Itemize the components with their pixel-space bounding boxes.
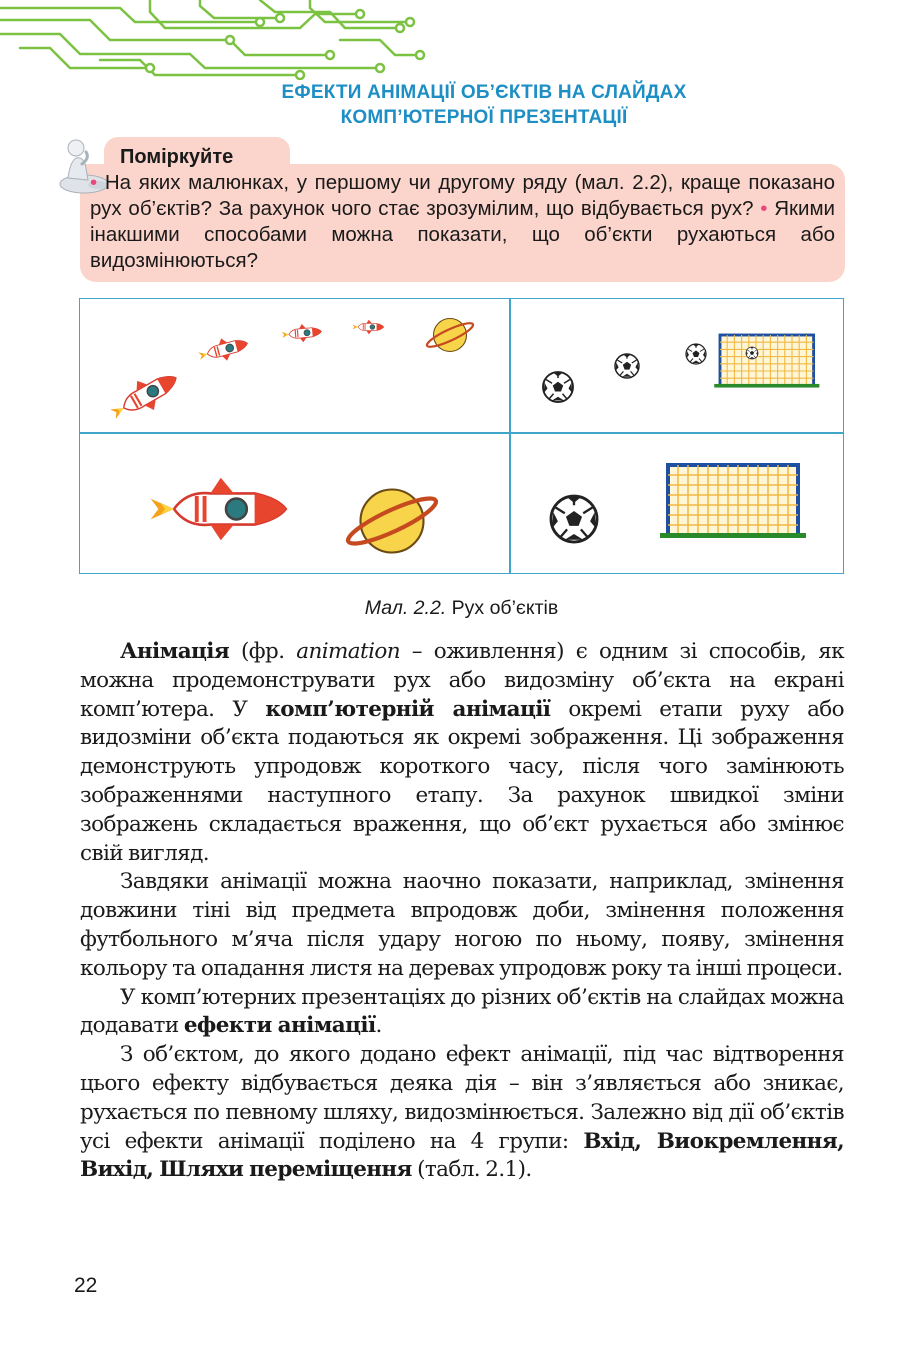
think-label: Поміркуйте — [120, 146, 234, 168]
rocket-icon — [151, 478, 286, 540]
bullet-dot: • — [760, 197, 768, 220]
paragraph-text: З об’єктом, до якого додано ефект анімації, під час відтворення цього ефекту відбувається деяка дія – він з’являється або зникає, рухається по певному шляху, видозмінюється. Залежно від дії об’єктів усі ефекти анімації поділено на 4 групи: — [80, 1042, 844, 1154]
paragraph-3 — [80, 984, 844, 1042]
think-question-2: Якими інакшими способами можна показати, що об’єкти рухаються або видозмінюються? — [90, 197, 835, 272]
caption-label: Мал. 2.2. — [364, 597, 447, 619]
paragraph-text: . — [375, 1013, 382, 1039]
rocket-icon — [353, 320, 384, 334]
caption-text: Рух об’єктів — [451, 597, 559, 619]
paragraph-2: Завдяки анімації можна наочно показати, наприклад, змінення довжини тіні від предмета впродовж доби, змінення положення футбольного м’яча після удару ногою по ньому, появу, змінення кольору та опадання листя на деревах упродовж року та інші процеси. — [80, 869, 844, 981]
figure-illustrations — [80, 299, 845, 575]
goal-icon — [714, 335, 819, 388]
term-computer-animation: комп’ютерній анімації — [265, 696, 551, 722]
bullet-dot: • — [90, 171, 98, 194]
ball-icon — [551, 496, 597, 542]
goal-icon — [660, 465, 806, 538]
section-title-line-2: КОМП’ЮТЕРНОЇ ПРЕЗЕНТАЦІЇ — [340, 107, 628, 128]
paragraph-text: У комп’ютерних презентаціях до різних об’єктів на слайдах можна додавати — [80, 984, 844, 1039]
figure-grid — [79, 298, 844, 574]
ball-icon — [543, 372, 573, 402]
page-number: 22 — [74, 1274, 98, 1297]
ball-icon — [746, 347, 758, 359]
rocket-icon — [104, 363, 184, 428]
paragraph-text: (фр. — [229, 639, 297, 664]
foreign-word: animation — [296, 639, 400, 664]
circuit-decoration — [0, 0, 430, 80]
rocket-icon — [281, 322, 322, 344]
paragraph-4 — [80, 1041, 844, 1185]
term-effect-groups: Вхід, Виокремлення, Вихід, Шляхи переміщення — [80, 1128, 844, 1183]
think-question-1: На яких малюнках, у першому чи другому ряду (мал. 2.2), краще показано рух об’єктів? За рахунок чого стає зрозумілим, що відбувається рух? — [90, 171, 835, 220]
rocket-icon — [196, 332, 250, 367]
paragraph-1 — [80, 638, 844, 868]
ball-icon — [615, 354, 639, 378]
body-text — [80, 638, 844, 1185]
ball-icon — [686, 344, 706, 364]
section-title-line-1: ЕФЕКТИ АНІМАЦІЇ ОБ’ЄКТІВ НА СЛАЙДАХ — [281, 82, 687, 103]
planet-icon — [344, 490, 440, 553]
section-title — [0, 80, 918, 130]
paragraph-text: (табл. 2.1). — [411, 1157, 532, 1183]
term-animation: Анімація — [120, 639, 230, 664]
think-text — [90, 170, 835, 274]
paragraph-text: – оживлення) є одним зі способів, як можна продемонструвати рух або видозміну об’єкта на екрані комп’ютера. У — [80, 639, 844, 722]
paragraph-text: окремі етапи руху або видозміни об’єкта подаються як окремі зображення. Ці зображення демонструють упродовж короткого часу, після чого замінюють зображеннями наступного етапу. За рахунок швидкої зміни зображень складається враження, що об’єкт рухається або змінює свій вигляд. — [80, 696, 844, 866]
planet-icon — [425, 319, 476, 352]
term-animation-effects: ефекти анімації — [183, 1013, 376, 1039]
figure-caption — [0, 597, 918, 620]
